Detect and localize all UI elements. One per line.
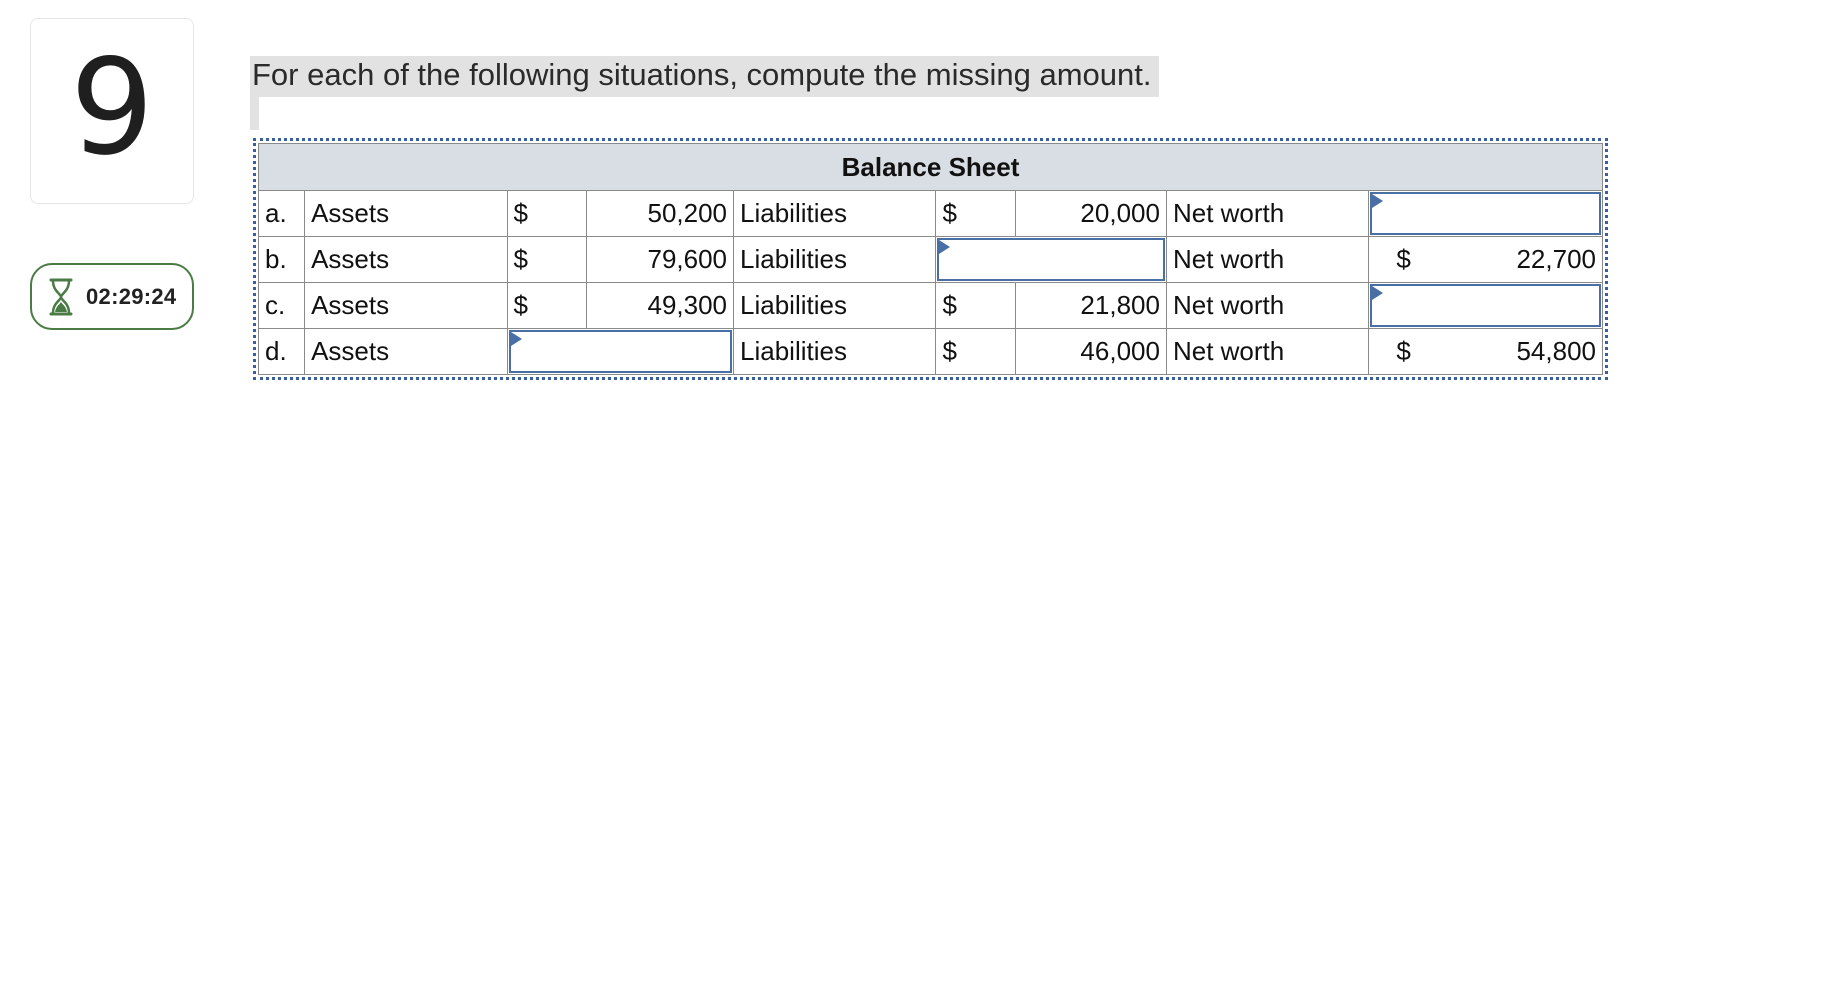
balance-sheet-grid [258,143,1603,375]
liabilities-currency: $ [936,283,1015,329]
hourglass-icon [48,278,74,316]
assets-label: Assets [305,283,507,329]
balance-sheet-table [253,138,1608,380]
assets-value: 49,300 [586,283,733,329]
liabilities-label: Liabilities [734,237,936,283]
networth-answer-cell [1369,191,1603,237]
networth-value: 54,800 [1516,336,1596,366]
question-prompt: For each of the following situations, compute the missing amount. [250,56,1159,97]
networth-currency: $ [1396,244,1411,274]
networth-answer-input[interactable] [1370,192,1601,235]
row-letter: d. [259,329,305,375]
row-letter: a. [259,191,305,237]
table-title: Balance Sheet [259,144,1603,191]
networth-label: Net worth [1166,283,1368,329]
liabilities-value: 21,800 [1015,283,1166,329]
networth-label: Net worth [1166,191,1368,237]
liabilities-value: 20,000 [1015,191,1166,237]
networth-value-cell [1369,329,1603,375]
assets-label: Assets [305,329,507,375]
networth-value: 22,700 [1516,244,1596,274]
networth-label: Net worth [1166,237,1368,283]
timer-badge [30,263,194,330]
assets-currency: $ [507,191,586,237]
networth-answer-input[interactable] [1370,284,1601,327]
networth-value-cell [1369,237,1603,283]
question-number: 9 [70,31,154,185]
assets-label: Assets [305,191,507,237]
liabilities-currency: $ [936,329,1015,375]
table-row [259,191,1603,237]
networth-label: Net worth [1166,329,1368,375]
text-cursor [250,96,259,130]
assets-label: Assets [305,237,507,283]
assets-answer-cell [507,329,733,375]
assets-value: 50,200 [586,191,733,237]
liabilities-value: 46,000 [1015,329,1166,375]
networth-currency: $ [1396,336,1411,366]
liabilities-label: Liabilities [734,329,936,375]
question-number-box [30,18,194,204]
networth-answer-cell [1369,283,1603,329]
liabilities-answer-cell [936,237,1167,283]
liabilities-currency: $ [936,191,1015,237]
liabilities-answer-input[interactable] [937,238,1165,281]
assets-value: 79,600 [586,237,733,283]
table-header-row [259,144,1603,191]
table-row [259,237,1603,283]
timer-text: 02:29:24 [86,283,177,309]
liabilities-label: Liabilities [734,283,936,329]
table-row [259,283,1603,329]
assets-currency: $ [507,237,586,283]
row-letter: b. [259,237,305,283]
table-row [259,329,1603,375]
assets-answer-input[interactable] [509,330,732,373]
assets-currency: $ [507,283,586,329]
liabilities-label: Liabilities [734,191,936,237]
row-letter: c. [259,283,305,329]
